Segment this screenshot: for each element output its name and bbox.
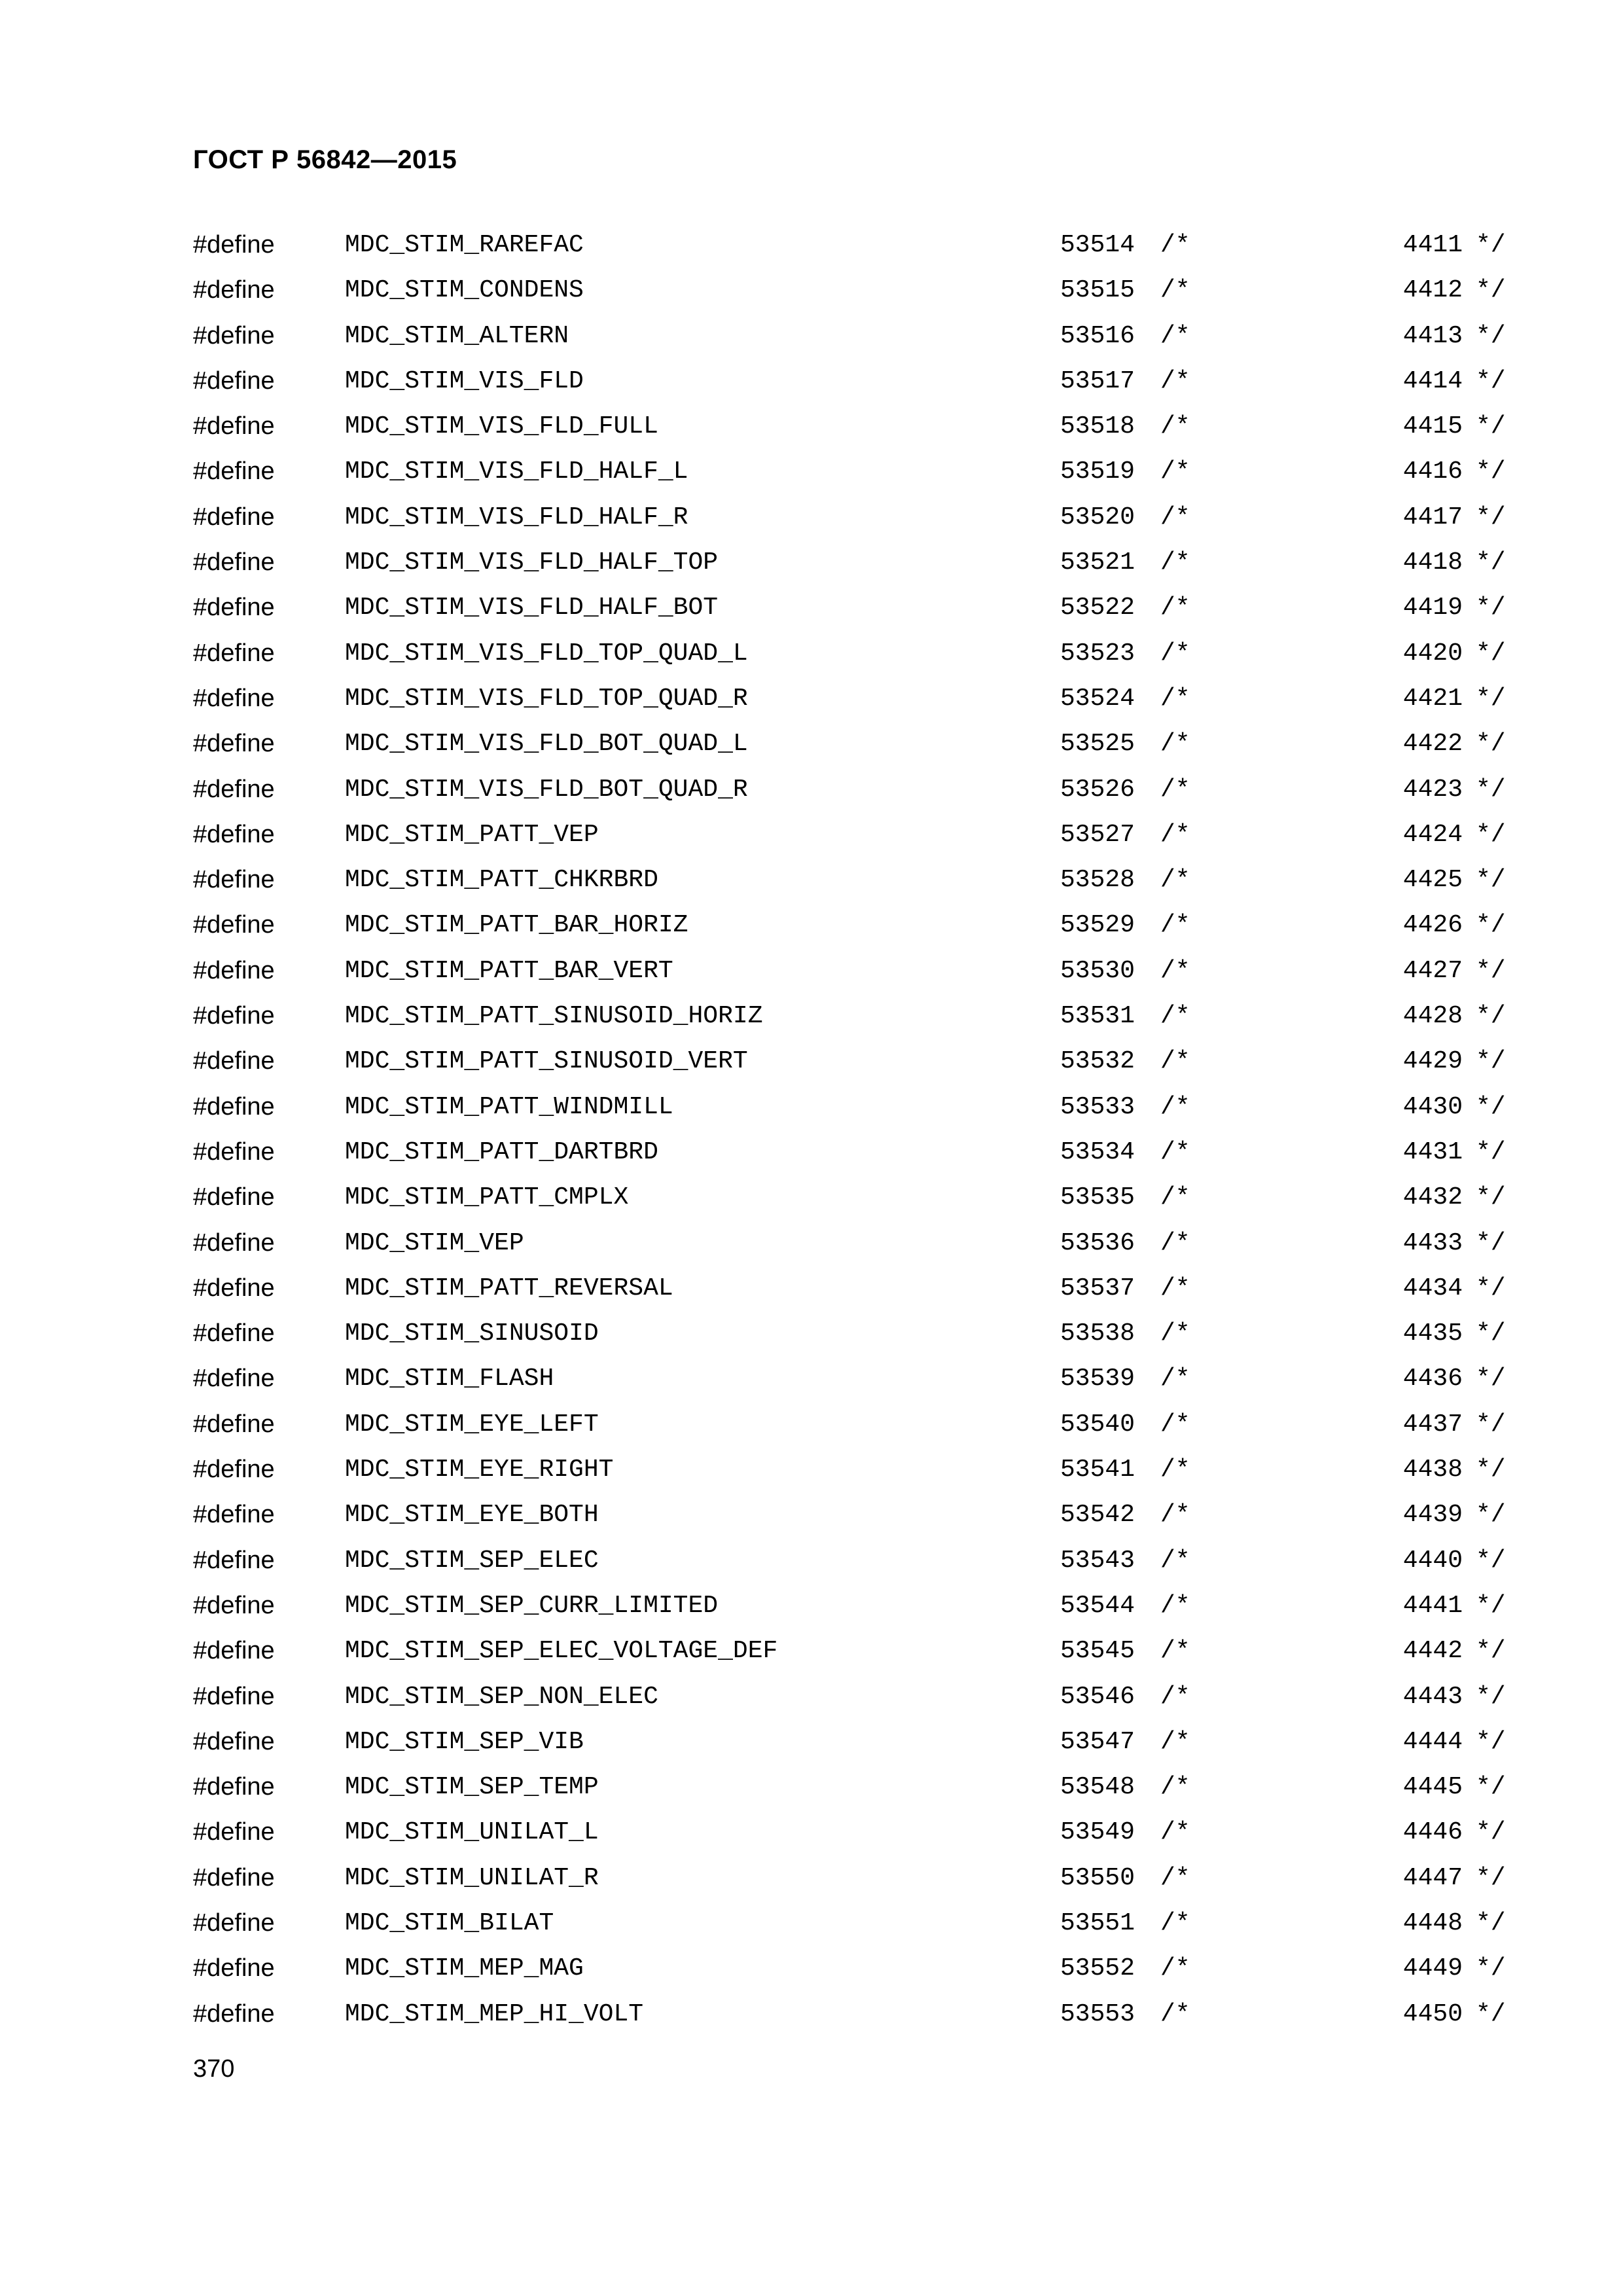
define-keyword: #define	[193, 1637, 275, 1665]
macro-value: 53528	[1060, 866, 1135, 895]
define-row	[193, 1039, 1506, 1084]
comment-open: /*	[1160, 2000, 1190, 2028]
macro-name: MDC_STIM_VIS_FLD_HALF_R	[345, 503, 688, 531]
comment-close: */	[1476, 1954, 1506, 1983]
define-keyword: #define	[193, 820, 275, 848]
comment-code: 4415	[1402, 412, 1463, 441]
comment-code: 4447	[1402, 1863, 1463, 1892]
comment-code: 4426	[1402, 911, 1463, 940]
macro-name: MDC_STIM_EYE_RIGHT	[345, 1456, 614, 1484]
macro-name: MDC_STIM_PATT_REVERSAL	[345, 1274, 673, 1302]
macro-name: MDC_STIM_PATT_BAR_VERT	[345, 956, 673, 985]
define-keyword: #define	[193, 594, 275, 622]
comment-code: 4435	[1402, 1319, 1463, 1348]
macro-value: 53550	[1060, 1863, 1135, 1892]
comment-close: */	[1476, 1410, 1506, 1439]
define-row	[193, 1719, 1506, 1765]
comment-open: /*	[1160, 367, 1190, 395]
define-row	[193, 1765, 1506, 1810]
comment-close: */	[1476, 1183, 1506, 1212]
macro-name: MDC_STIM_VIS_FLD_HALF_BOT	[345, 594, 719, 622]
comment-code: 4434	[1402, 1274, 1463, 1302]
comment-close: */	[1476, 1047, 1506, 1076]
comment-code: 4439	[1402, 1501, 1463, 1530]
comment-open: /*	[1160, 1410, 1190, 1439]
macro-value: 53514	[1060, 231, 1135, 259]
define-keyword: #define	[193, 1456, 275, 1484]
macro-name: MDC_STIM_FLASH	[345, 1365, 554, 1393]
macro-value: 53530	[1060, 956, 1135, 985]
macro-name: MDC_STIM_VIS_FLD_BOT_QUAD_R	[345, 775, 748, 804]
define-keyword: #define	[193, 730, 275, 758]
define-row	[193, 585, 1506, 630]
comment-open: /*	[1160, 503, 1190, 531]
define-keyword: #define	[193, 1954, 275, 1982]
define-row	[193, 676, 1506, 721]
comment-close: */	[1476, 1092, 1506, 1121]
define-row	[193, 1992, 1506, 2037]
macro-name: MDC_STIM_VIS_FLD_TOP_QUAD_L	[345, 639, 748, 668]
comment-code: 4445	[1402, 1773, 1463, 1802]
define-row	[193, 268, 1506, 313]
comment-open: /*	[1160, 1863, 1190, 1892]
macro-name: MDC_STIM_VIS_FLD_HALF_TOP	[345, 548, 719, 577]
define-row	[193, 631, 1506, 676]
define-keyword: #define	[193, 866, 275, 894]
comment-open: /*	[1160, 956, 1190, 985]
define-row	[193, 1628, 1506, 1674]
macro-name: MDC_STIM_VIS_FLD_TOP_QUAD_R	[345, 684, 748, 713]
comment-close: */	[1476, 1682, 1506, 1711]
define-row	[193, 1447, 1506, 1492]
comment-code: 4428	[1402, 1002, 1463, 1031]
macro-value: 53523	[1060, 639, 1135, 668]
comment-code: 4444	[1402, 1727, 1463, 1756]
macro-name: MDC_STIM_VIS_FLD	[345, 367, 584, 395]
comment-close: */	[1476, 1909, 1506, 1937]
comment-close: */	[1476, 956, 1506, 985]
macro-value: 53520	[1060, 503, 1135, 531]
comment-code: 4412	[1402, 276, 1463, 305]
comment-code: 4416	[1402, 457, 1463, 486]
define-keyword: #define	[193, 1183, 275, 1211]
define-keyword: #define	[193, 1410, 275, 1438]
comment-code: 4448	[1402, 1909, 1463, 1937]
comment-open: /*	[1160, 639, 1190, 668]
define-row	[193, 857, 1506, 903]
comment-open: /*	[1160, 1909, 1190, 1937]
macro-name: MDC_STIM_PATT_CHKRBRD	[345, 866, 658, 895]
define-row	[193, 1492, 1506, 1537]
macro-value: 53536	[1060, 1229, 1135, 1257]
comment-open: /*	[1160, 1682, 1190, 1711]
comment-open: /*	[1160, 1591, 1190, 1620]
comment-close: */	[1476, 1818, 1506, 1847]
define-keyword: #define	[193, 2000, 275, 2028]
macro-value: 53516	[1060, 321, 1135, 350]
define-keyword: #define	[193, 231, 275, 259]
define-row	[193, 1130, 1506, 1175]
define-keyword: #define	[193, 412, 275, 440]
define-keyword: #define	[193, 548, 275, 577]
macro-value: 53529	[1060, 911, 1135, 940]
macro-name: MDC_STIM_VIS_FLD_HALF_L	[345, 457, 688, 486]
define-row	[193, 495, 1506, 540]
comment-close: */	[1476, 1319, 1506, 1348]
define-row	[193, 1674, 1506, 1719]
define-row	[193, 1175, 1506, 1220]
comment-code: 4420	[1402, 639, 1463, 668]
comment-open: /*	[1160, 1274, 1190, 1302]
comment-open: /*	[1160, 594, 1190, 622]
comment-close: */	[1476, 1546, 1506, 1575]
define-keyword: #define	[193, 1909, 275, 1937]
comment-open: /*	[1160, 1546, 1190, 1575]
macro-value: 53521	[1060, 548, 1135, 577]
macro-value: 53543	[1060, 1546, 1135, 1575]
macro-value: 53541	[1060, 1456, 1135, 1484]
comment-close: */	[1476, 1365, 1506, 1393]
comment-code: 4431	[1402, 1138, 1463, 1166]
comment-close: */	[1476, 1773, 1506, 1802]
macro-value: 53522	[1060, 594, 1135, 622]
comment-code: 4425	[1402, 866, 1463, 895]
comment-open: /*	[1160, 1773, 1190, 1802]
macro-name: MDC_STIM_MEP_HI_VOLT	[345, 2000, 644, 2028]
macro-name: MDC_STIM_ALTERN	[345, 321, 569, 350]
macro-value: 53515	[1060, 276, 1135, 305]
comment-close: */	[1476, 1863, 1506, 1892]
comment-open: /*	[1160, 1727, 1190, 1756]
comment-close: */	[1476, 866, 1506, 895]
comment-close: */	[1476, 594, 1506, 622]
macro-value: 53553	[1060, 2000, 1135, 2028]
comment-close: */	[1476, 1138, 1506, 1166]
define-row	[193, 540, 1506, 585]
macro-name: MDC_STIM_CONDENS	[345, 276, 584, 305]
comment-close: */	[1476, 1727, 1506, 1756]
macro-value: 53546	[1060, 1682, 1135, 1711]
macro-name: MDC_STIM_VEP	[345, 1229, 524, 1257]
comment-close: */	[1476, 367, 1506, 395]
comment-open: /*	[1160, 321, 1190, 350]
define-keyword: #define	[193, 639, 275, 667]
comment-open: /*	[1160, 412, 1190, 441]
comment-open: /*	[1160, 1954, 1190, 1983]
comment-open: /*	[1160, 548, 1190, 577]
comment-code: 4449	[1402, 1954, 1463, 1983]
comment-close: */	[1476, 457, 1506, 486]
comment-open: /*	[1160, 1818, 1190, 1847]
define-row	[193, 1266, 1506, 1311]
comment-open: /*	[1160, 820, 1190, 849]
comment-close: */	[1476, 911, 1506, 940]
comment-code: 4436	[1402, 1365, 1463, 1393]
macro-value: 53534	[1060, 1138, 1135, 1166]
define-row	[193, 1946, 1506, 1991]
comment-code: 4432	[1402, 1183, 1463, 1212]
define-keyword: #define	[193, 1546, 275, 1574]
macro-name: MDC_STIM_UNILAT_L	[345, 1818, 599, 1847]
define-row	[193, 1085, 1506, 1130]
comment-open: /*	[1160, 866, 1190, 895]
define-keyword: #define	[193, 503, 275, 531]
macro-value: 53538	[1060, 1319, 1135, 1348]
comment-open: /*	[1160, 911, 1190, 940]
define-keyword: #define	[193, 321, 275, 350]
macro-name: MDC_STIM_SEP_VIB	[345, 1727, 584, 1756]
define-row	[193, 449, 1506, 494]
comment-close: */	[1476, 730, 1506, 759]
define-row	[193, 1221, 1506, 1266]
comment-close: */	[1476, 1456, 1506, 1484]
define-keyword: #define	[193, 1047, 275, 1075]
macro-value: 53527	[1060, 820, 1135, 849]
macro-value: 53526	[1060, 775, 1135, 804]
define-keyword: #define	[193, 684, 275, 712]
comment-open: /*	[1160, 1365, 1190, 1393]
define-row	[193, 767, 1506, 812]
comment-close: */	[1476, 1591, 1506, 1620]
macro-value: 53518	[1060, 412, 1135, 441]
comment-close: */	[1476, 639, 1506, 668]
define-keyword: #define	[193, 1591, 275, 1619]
comment-code: 4423	[1402, 775, 1463, 804]
define-keyword: #define	[193, 457, 275, 486]
define-row	[193, 1583, 1506, 1628]
comment-close: */	[1476, 1229, 1506, 1257]
macro-value: 53549	[1060, 1818, 1135, 1847]
macro-name: MDC_STIM_BILAT	[345, 1909, 554, 1937]
comment-open: /*	[1160, 1319, 1190, 1348]
macro-name: MDC_STIM_MEP_MAG	[345, 1954, 584, 1983]
macro-value: 53544	[1060, 1591, 1135, 1620]
comment-close: */	[1476, 1637, 1506, 1666]
comment-code: 4438	[1402, 1456, 1463, 1484]
define-row	[193, 994, 1506, 1039]
comment-open: /*	[1160, 1092, 1190, 1121]
macro-value: 53531	[1060, 1002, 1135, 1031]
define-keyword: #define	[193, 1682, 275, 1710]
comment-code: 4419	[1402, 594, 1463, 622]
comment-close: */	[1476, 231, 1506, 259]
comment-code: 4450	[1402, 2000, 1463, 2028]
comment-close: */	[1476, 321, 1506, 350]
comment-close: */	[1476, 2000, 1506, 2028]
macro-value: 53517	[1060, 367, 1135, 395]
define-row	[193, 812, 1506, 857]
comment-code: 4429	[1402, 1047, 1463, 1076]
comment-open: /*	[1160, 1002, 1190, 1031]
comment-close: */	[1476, 1002, 1506, 1031]
comment-code: 4437	[1402, 1410, 1463, 1439]
comment-close: */	[1476, 548, 1506, 577]
comment-code: 4433	[1402, 1229, 1463, 1257]
comment-code: 4413	[1402, 321, 1463, 350]
comment-code: 4418	[1402, 548, 1463, 577]
define-row	[193, 1311, 1506, 1356]
macro-name: MDC_STIM_PATT_SINUSOID_HORIZ	[345, 1002, 763, 1031]
define-row	[193, 903, 1506, 948]
define-keyword: #define	[193, 367, 275, 395]
comment-code: 4442	[1402, 1637, 1463, 1666]
comment-close: */	[1476, 820, 1506, 849]
macro-value: 53551	[1060, 1909, 1135, 1937]
macro-name: MDC_STIM_PATT_CMPLX	[345, 1183, 629, 1212]
comment-close: */	[1476, 775, 1506, 804]
comment-code: 4441	[1402, 1591, 1463, 1620]
define-keyword: #define	[193, 911, 275, 939]
document-header: ГОСТ Р 56842—2015	[193, 145, 457, 174]
define-row	[193, 223, 1506, 268]
macro-value: 53552	[1060, 1954, 1135, 1983]
macro-name: MDC_STIM_PATT_SINUSOID_VERT	[345, 1047, 748, 1076]
comment-code: 4443	[1402, 1682, 1463, 1711]
define-keyword: #define	[193, 775, 275, 803]
macro-name: MDC_STIM_PATT_DARTBRD	[345, 1138, 658, 1166]
define-row	[193, 948, 1506, 994]
comment-close: */	[1476, 1274, 1506, 1302]
define-keyword: #define	[193, 1727, 275, 1755]
macro-name: MDC_STIM_EYE_BOTH	[345, 1501, 599, 1530]
define-row	[193, 1402, 1506, 1447]
define-row	[193, 1538, 1506, 1583]
comment-code: 4422	[1402, 730, 1463, 759]
comment-code: 4417	[1402, 503, 1463, 531]
define-keyword: #define	[193, 1365, 275, 1393]
macro-value: 53524	[1060, 684, 1135, 713]
macro-name: MDC_STIM_SEP_NON_ELEC	[345, 1682, 658, 1711]
define-keyword: #define	[193, 1319, 275, 1348]
define-keyword: #define	[193, 1274, 275, 1302]
macro-value: 53535	[1060, 1183, 1135, 1212]
macro-name: MDC_STIM_PATT_WINDMILL	[345, 1092, 673, 1121]
comment-open: /*	[1160, 684, 1190, 713]
define-keyword: #define	[193, 1501, 275, 1529]
macro-name: MDC_STIM_VIS_FLD_BOT_QUAD_L	[345, 730, 748, 759]
comment-open: /*	[1160, 457, 1190, 486]
comment-close: */	[1476, 684, 1506, 713]
define-keyword: #define	[193, 1773, 275, 1801]
comment-open: /*	[1160, 730, 1190, 759]
comment-close: */	[1476, 412, 1506, 441]
define-keyword: #define	[193, 276, 275, 304]
comment-code: 4430	[1402, 1092, 1463, 1121]
macro-name: MDC_STIM_SEP_TEMP	[345, 1773, 599, 1802]
define-listing	[193, 223, 1506, 2037]
macro-name: MDC_STIM_RAREFAC	[345, 231, 584, 259]
define-row	[193, 404, 1506, 449]
macro-value: 53545	[1060, 1637, 1135, 1666]
macro-name: MDC_STIM_PATT_BAR_HORIZ	[345, 911, 688, 940]
macro-name: MDC_STIM_SEP_ELEC_VOLTAGE_DEF	[345, 1637, 778, 1666]
page-number: 370	[193, 2055, 235, 2083]
comment-open: /*	[1160, 1456, 1190, 1484]
macro-name: MDC_STIM_SINUSOID	[345, 1319, 599, 1348]
macro-value: 53540	[1060, 1410, 1135, 1439]
define-keyword: #define	[193, 1863, 275, 1892]
comment-code: 4440	[1402, 1546, 1463, 1575]
macro-value: 53533	[1060, 1092, 1135, 1121]
define-keyword: #define	[193, 1092, 275, 1121]
comment-code: 4421	[1402, 684, 1463, 713]
comment-open: /*	[1160, 231, 1190, 259]
macro-value: 53548	[1060, 1773, 1135, 1802]
define-keyword: #define	[193, 1818, 275, 1846]
define-row	[193, 359, 1506, 404]
define-keyword: #define	[193, 1138, 275, 1166]
comment-open: /*	[1160, 1501, 1190, 1530]
define-row	[193, 1856, 1506, 1901]
define-row	[193, 314, 1506, 359]
macro-name: MDC_STIM_SEP_ELEC	[345, 1546, 599, 1575]
macro-name: MDC_STIM_VIS_FLD_FULL	[345, 412, 658, 441]
comment-open: /*	[1160, 1183, 1190, 1212]
macro-name: MDC_STIM_SEP_CURR_LIMITED	[345, 1591, 719, 1620]
comment-code: 4411	[1402, 231, 1463, 259]
define-keyword: #define	[193, 1229, 275, 1257]
define-row	[193, 721, 1506, 766]
macro-name: MDC_STIM_PATT_VEP	[345, 820, 599, 849]
define-row	[193, 1356, 1506, 1401]
define-keyword: #define	[193, 1002, 275, 1030]
comment-code: 4424	[1402, 820, 1463, 849]
macro-name: MDC_STIM_UNILAT_R	[345, 1863, 599, 1892]
comment-code: 4414	[1402, 367, 1463, 395]
macro-name: MDC_STIM_EYE_LEFT	[345, 1410, 599, 1439]
comment-open: /*	[1160, 1637, 1190, 1666]
define-row	[193, 1810, 1506, 1855]
comment-open: /*	[1160, 1229, 1190, 1257]
macro-value: 53539	[1060, 1365, 1135, 1393]
macro-value: 53542	[1060, 1501, 1135, 1530]
macro-value: 53532	[1060, 1047, 1135, 1076]
comment-close: */	[1476, 503, 1506, 531]
comment-code: 4427	[1402, 956, 1463, 985]
macro-value: 53525	[1060, 730, 1135, 759]
define-row	[193, 1901, 1506, 1946]
comment-open: /*	[1160, 775, 1190, 804]
comment-code: 4446	[1402, 1818, 1463, 1847]
macro-value: 53547	[1060, 1727, 1135, 1756]
comment-close: */	[1476, 276, 1506, 305]
comment-open: /*	[1160, 1047, 1190, 1076]
comment-open: /*	[1160, 1138, 1190, 1166]
macro-value: 53537	[1060, 1274, 1135, 1302]
comment-close: */	[1476, 1501, 1506, 1530]
comment-open: /*	[1160, 276, 1190, 305]
define-keyword: #define	[193, 956, 275, 984]
macro-value: 53519	[1060, 457, 1135, 486]
